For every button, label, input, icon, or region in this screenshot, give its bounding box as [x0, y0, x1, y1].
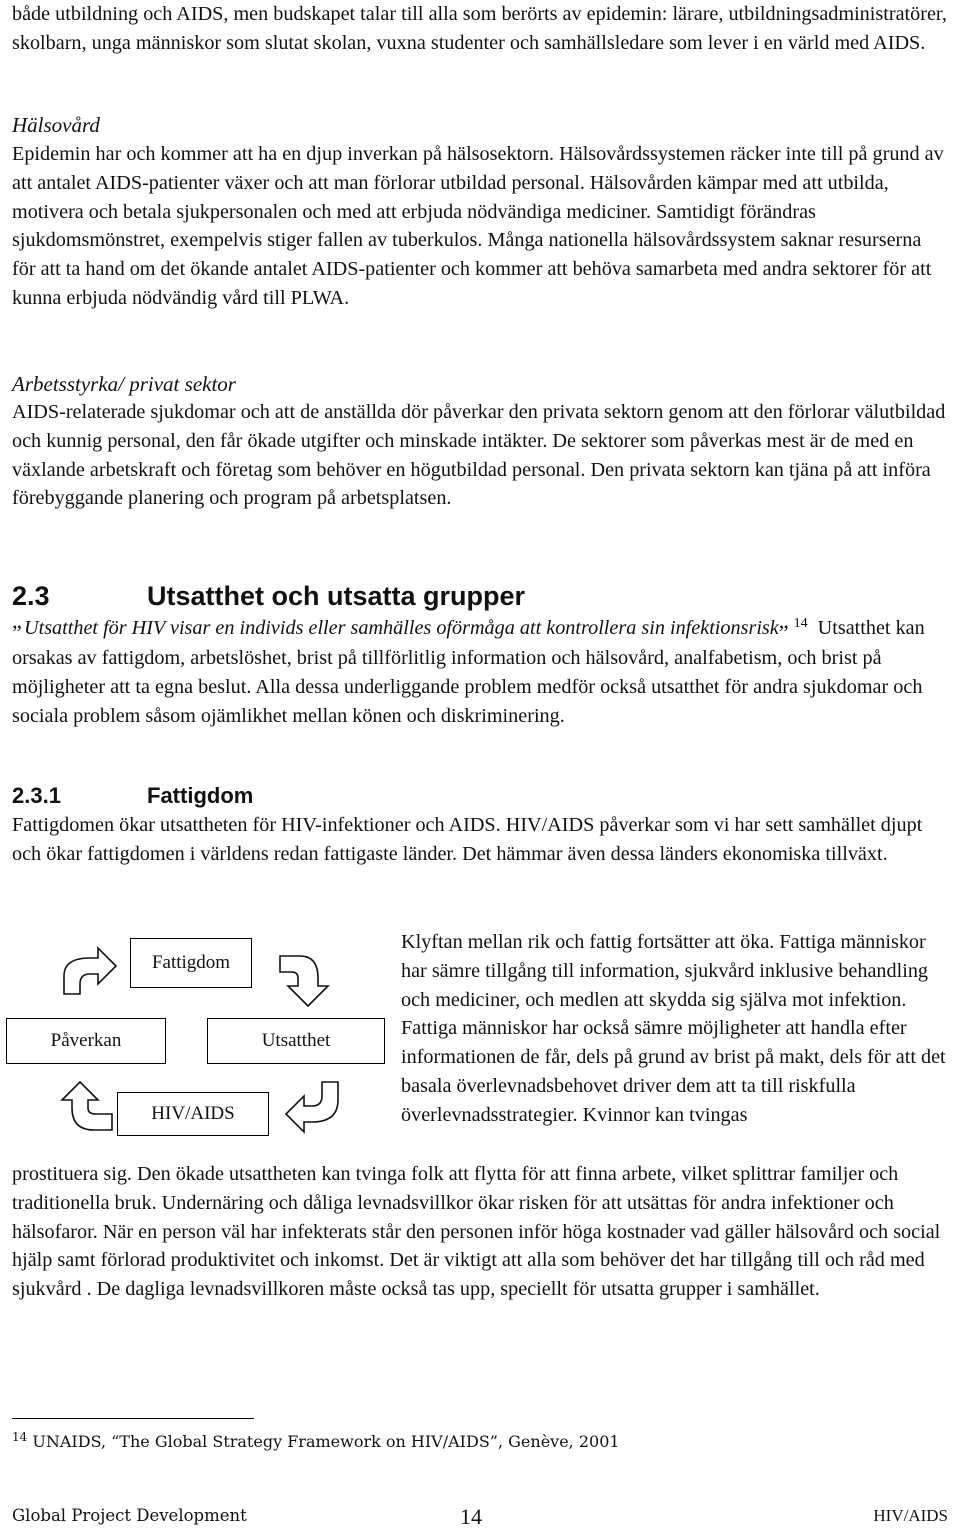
- footnote-number: 14: [12, 1430, 28, 1444]
- page-footer: [12, 1500, 948, 1530]
- footer-left: Global Project Development: [12, 1506, 247, 1525]
- footnote-divider: [12, 1418, 254, 1419]
- continued-paragraph: prostituera sig. Den ökade utsattheten kan tvinga folk att flytta för att finna arbete, vilket splittrar familjer och traditionella bruk. Undernäring och dåliga levnadsvillkor ökar risken för att utsättas för andra infektioner och hälsofaror. När en person väl har infekterats står den personen inför höga kostnader vad gäller hälsovård och social hjälp samt förlorad produktivitet och inkomst. Det är viktigt att alla som behöver det har tillgång till och råd med sjukvård . De dagliga levnadsvillkoren måste också tas upp, speciellt för utsatta grupper i samhället.: [12, 1163, 941, 1301]
- arbetsstyrka-heading: Arbetsstyrka/ privat sektor: [12, 372, 236, 396]
- subsection-title: Fattigdom: [147, 783, 254, 808]
- section-number: 2.3: [12, 581, 50, 611]
- arrow-right-down-icon: [280, 956, 328, 1006]
- section-2-3-heading: [12, 580, 948, 612]
- section-title: Utsatthet och utsatta grupper: [147, 581, 526, 611]
- footnote-ref: 14: [793, 616, 808, 631]
- wrapped-paragraph: Klyftan mellan rik och fattig fortsätter att öka. Fattiga människor har sämre tillgång till information, sjukvård inklusive behandling och mediciner, och medlen att skydda sig själva mot infektion. Fattiga människor har också sämre möjligheter att handla efter informationen de får, dels på grund av brist på makt, dels för att det basala överlevnadsbehovet driver dem att ta till riskfulla överlevnadsstrategier. Kvinnor kan tvingas: [401, 931, 946, 1126]
- quote-close-mark: ”: [778, 620, 789, 645]
- diagram-box-paverkan: Påverkan: [6, 1018, 166, 1064]
- arrow-down-left-icon: [62, 1082, 112, 1130]
- poverty-cycle-diagram: [12, 930, 392, 1140]
- halsovard-paragraph: Epidemin har och kommer att ha en djup inverkan på hälsosektorn. Hälsovårdssystemen räcker inte till på grund av att antalet AIDS-patienter växer och att man förlorar utbildad personal. Hälsovården kämpar med att utbilda, motivera och betala sjukpersonalen och med att erbjuda nödvändiga mediciner. Samtidigt förändras sjukdomsmönstret, exempelvis stiger fallen av tuberkulos. Många nationella hälsovårdssystem saknar resurserna för att ta hand om det ökande antalet AIDS-patienter och kommer att behöva samarbeta med andra sektorer för att kunna erbjuda nödvändig vård till PLWA.: [12, 143, 944, 309]
- arrow-up-right-icon: [64, 948, 116, 994]
- intro-paragraph: både utbildning och AIDS, men budskapet talar till alla som berörts av epidemin: lärare, utbildningsadministratörer, skolbarn, unga människor som slutat skolan, vuxna studenter och samhällsledare som lever i en värld med AIDS.: [12, 3, 947, 54]
- section-2-3-text: Utsatthet kan orsakas av fattigdom, arbetslöshet, brist på tillförlitlig information och hälsovård, analfabetism, och brist på möjligheter att ta egna beslut. Alla dessa underliggande problem medför också utsatthet för andra sjukdomar och sociala problem såsom ojämlikhet mellan könen och diskriminering.: [12, 617, 925, 727]
- footer-right: HIV/AIDS: [873, 1506, 948, 1525]
- diagram-box-utsatthet: Utsatthet: [207, 1018, 385, 1064]
- section-2-3-1-heading: [12, 782, 948, 810]
- halsovard-heading: Hälsovård: [12, 113, 100, 137]
- quote-open-mark: ”: [12, 620, 22, 645]
- page-number: 14: [460, 1504, 482, 1529]
- arbetsstyrka-paragraph: AIDS-relaterade sjukdomar och att de anställda dör påverkar den privata sektorn genom att den förlorar välutbildad och kunnig personal, den får ökade utgifter och minskade intäkter. De sektorer som påverkas mest är de med en växlande arbetskraft och företag som behöver en högutbildad personal. Den privata sektorn kan tjäna på att införa förebyggande planering och program på arbetsplatsen.: [12, 401, 946, 510]
- footnote: [12, 1428, 948, 1456]
- diagram-box-fattigdom: Fattigdom: [130, 938, 252, 988]
- fattigdom-paragraph: Fattigdomen ökar utsattheten för HIV-infektioner och AIDS. HIV/AIDS påverkar som vi har sett samhället djupt och ökar fattigdomen i världens redan fattigaste länder. Det hämmar även dessa länders ekonomiska tillväxt.: [12, 814, 923, 865]
- arrow-right-up-icon: [286, 1082, 338, 1132]
- section-2-3-paragraph: [12, 614, 948, 730]
- vulnerability-quote: Utsatthet för HIV visar en individs eller samhälles oförmåga att kontrollera sin infektionsrisk: [24, 617, 779, 639]
- footnote-text: UNAIDS, “The Global Strategy Framework on HIV/AIDS”, Genève, 2001: [32, 1432, 620, 1451]
- diagram-box-hiv-aids: HIV/AIDS: [117, 1092, 269, 1136]
- subsection-number: 2.3.1: [12, 783, 61, 808]
